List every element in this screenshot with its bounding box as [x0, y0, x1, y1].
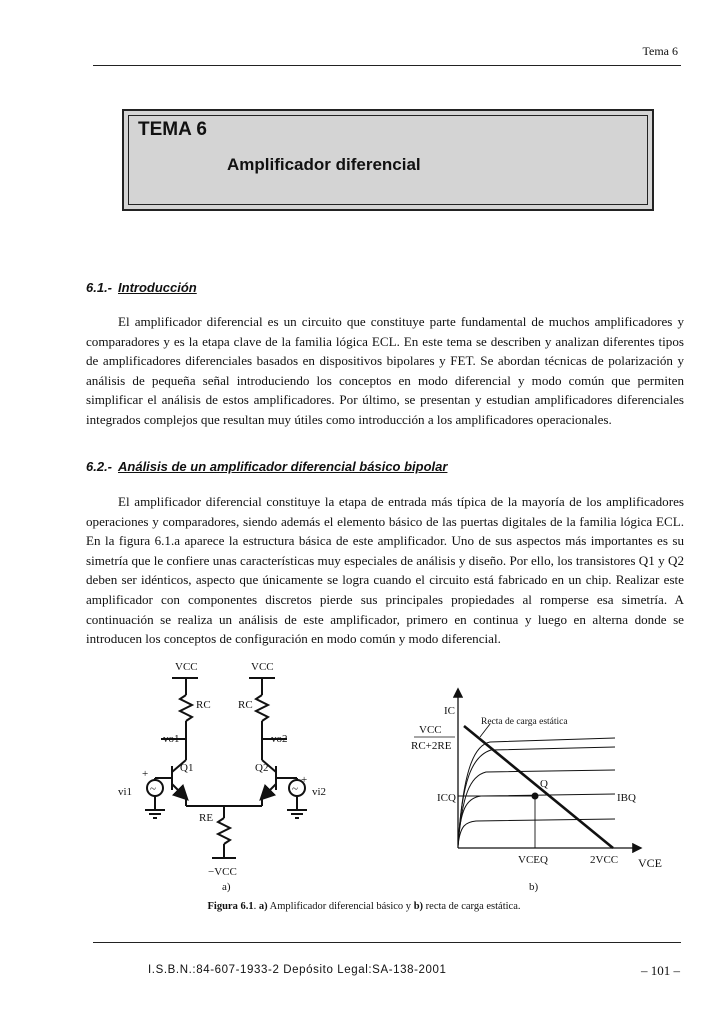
chapter-tag: Tema 6: [642, 44, 678, 58]
q-point-label: Q: [540, 778, 548, 790]
section-title: Análisis de un amplificador diferencial básico bipolar: [118, 459, 448, 474]
rc-left-label: RC: [196, 699, 211, 711]
vi1-label: vi1: [118, 786, 133, 798]
caption-mid: Amplificador diferencial básico y: [267, 901, 414, 912]
intercept-denominator: RC+2RE: [411, 740, 452, 752]
load-line: [464, 726, 613, 848]
vi2-tilde: ~: [292, 783, 298, 795]
vcc-left-label: VCC: [175, 661, 198, 673]
icq-label: ICQ: [437, 792, 456, 804]
vi2-plus: +: [301, 774, 308, 786]
caption-a: a): [258, 901, 268, 912]
vi2-label: vi2: [312, 786, 327, 798]
ibq-label: IBQ: [617, 792, 636, 804]
header-rule: [93, 65, 681, 66]
isbn-line: I.S.B.N.:84-607-1933-2 Depósito Legal:SA-138-2001: [148, 964, 447, 976]
caption-b: b): [413, 901, 424, 912]
q2-label: Q2: [255, 762, 269, 774]
intercept-numerator: VCC: [419, 724, 442, 736]
vi1-plus: +: [142, 768, 149, 780]
analysis-text: El amplificador diferencial constituye la etapa de entrada más típica de la mayoría de los amplificadores operaciones y comparadores, siendo además el elemento básico de las puertas digitales de la familia lógica ECL. En la figura 6.1.a aparece la estructura básica de este amplificador. Uno de sus aspectos más importantes es su simetría que le confiere unas características muy especiales de análisis y diseño. Por ello, los transistores Q1 y Q2 deben ser idénticos, aspecto que únicamente se logra cuando el circuito está fabricado en un chip. Realizar este amplificador con componentes discretos pierde sus principales propiedades al romperse esa simetría. A continuación se realiza un análisis de este amplificador, primero en continua y luego en alterna donde se introducen los conceptos de configuración en modo común y modo diferencial.: [86, 494, 684, 647]
load-line-label: Recta de carga estática: [481, 717, 568, 727]
figure-a-label: a): [222, 881, 231, 893]
page-number: – 101 –: [641, 963, 680, 978]
caption-end: recta de carga estática.: [423, 901, 521, 912]
rc-left-resistor: [180, 695, 192, 721]
vcc-right-label: VCC: [251, 661, 274, 673]
chapter-title: Amplificador diferencial: [227, 155, 421, 174]
q1-label: Q1: [180, 762, 194, 774]
vo2-label: vo2: [271, 733, 288, 745]
section-title: Introducción: [118, 280, 197, 295]
two-vcc-label: 2VCC: [590, 854, 619, 866]
vi1-tilde: ~: [150, 783, 156, 795]
q-point: [532, 793, 539, 800]
intro-text: El amplificador diferencial es un circuito que constituye parte fundamental de muchos amplificadores y comparadores y es la etapa clave de la familia lógica ECL. En este tema se describen y analizan diferentes tipos de amplificadores diferenciales basados en dispositivos bipolares y FET. Se abordan técnicas de polarización y análisis de pequeña señal introduciendo los conceptos en modo diferencial y modo común que permiten simplificar el análisis de estos amplificadores. Por último, se presentan y estudian amplificadores diferenciales integrados complejos que resultan muy útiles como introducción a los amplificadores operacionales.: [86, 314, 684, 427]
intro-paragraph: [86, 312, 684, 430]
rc-right-resistor: [256, 695, 268, 721]
title-box: [122, 109, 654, 211]
tema-number: TEMA 6: [138, 119, 207, 140]
section-number: 6.1.-: [86, 280, 113, 295]
section-heading-intro: [86, 280, 197, 295]
figure-caption: Figura 6.1. a) Amplificador diferencial básico y b) recta de carga estática.: [207, 901, 521, 912]
re-resistor: [218, 818, 230, 844]
footer-rule: [93, 942, 681, 943]
load-line-graph: [458, 690, 640, 848]
caption-lead: Figura 6.1: [207, 901, 254, 912]
vce-axis-label: VCE: [638, 856, 662, 870]
re-label: RE: [199, 812, 214, 824]
section-number: 6.2.-: [86, 459, 113, 474]
vo1-label: vo1: [163, 733, 180, 745]
differential-amplifier-circuit: [145, 678, 307, 858]
vee-label: −VCC: [208, 866, 237, 878]
vceq-label: VCEQ: [518, 854, 548, 866]
ic-axis-label: IC: [444, 705, 455, 717]
figure-b-label: b): [529, 881, 539, 893]
analysis-paragraph: [86, 492, 684, 649]
figure-6-1: [0, 650, 728, 900]
section-heading-analysis: [86, 459, 447, 474]
rc-right-label: RC: [238, 699, 253, 711]
